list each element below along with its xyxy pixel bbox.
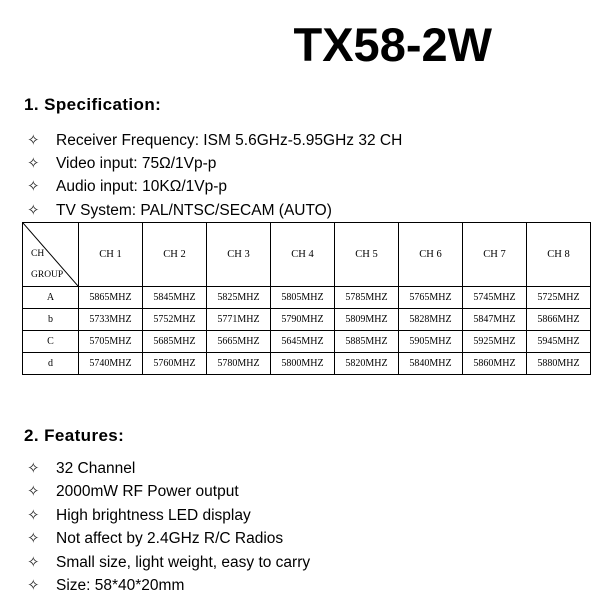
frequency-cell: 5820MHZ xyxy=(335,353,399,375)
frequency-cell: 5665MHZ xyxy=(207,331,271,353)
table-corner-cell xyxy=(23,223,79,287)
frequency-cell: 5805MHZ xyxy=(271,287,335,309)
four-pointed-star-icon: ✧ xyxy=(27,552,40,571)
frequency-cell: 5733MHZ xyxy=(79,309,143,331)
table-row xyxy=(23,287,591,309)
frequency-cell: 5765MHZ xyxy=(399,287,463,309)
frequency-cell: 5828MHZ xyxy=(399,309,463,331)
four-pointed-star-icon: ✧ xyxy=(27,200,40,219)
frequency-cell: 5845MHZ xyxy=(143,287,207,309)
features-heading: 2. Features: xyxy=(24,426,125,445)
four-pointed-star-icon: ✧ xyxy=(27,529,40,548)
table-row xyxy=(23,331,591,353)
frequency-cell: 5925MHZ xyxy=(463,331,527,353)
list-item xyxy=(27,457,310,480)
corner-label-ch: CH xyxy=(31,249,45,259)
product-title: TX58-2W xyxy=(293,18,492,71)
four-pointed-star-icon: ✧ xyxy=(27,131,40,149)
list-item xyxy=(27,551,310,574)
frequency-cell: 5880MHZ xyxy=(527,353,591,375)
column-header: CH 1 xyxy=(79,223,143,287)
frequency-cell: 5860MHZ xyxy=(463,353,527,375)
list-item xyxy=(27,199,402,222)
column-header: CH 3 xyxy=(207,223,271,287)
frequency-cell: 5685MHZ xyxy=(143,331,207,353)
frequency-cell: 5866MHZ xyxy=(527,309,591,331)
frequency-cell: 5865MHZ xyxy=(79,287,143,309)
specification-heading: 1. Specification: xyxy=(24,95,162,114)
four-pointed-star-icon: ✧ xyxy=(27,482,40,501)
column-header: CH 4 xyxy=(271,223,335,287)
frequency-cell: 5740MHZ xyxy=(79,353,143,375)
feature-item: 2000mW RF Power output xyxy=(56,483,239,501)
column-header: CH 5 xyxy=(335,223,399,287)
column-header: CH 8 xyxy=(527,223,591,287)
frequency-cell: 5825MHZ xyxy=(207,287,271,309)
group-label: C xyxy=(23,331,79,353)
frequency-cell: 5771MHZ xyxy=(207,309,271,331)
spec-item-audio-input: Audio input: 10KΩ/1Vp-p xyxy=(56,178,228,196)
four-pointed-star-icon: ✧ xyxy=(27,154,40,173)
spec-item-video-input: Video input: 75Ω/1Vp-p xyxy=(56,155,217,173)
list-item xyxy=(27,175,402,198)
group-label: A xyxy=(23,287,79,309)
frequency-cell: 5785MHZ xyxy=(335,287,399,309)
list-item xyxy=(27,129,402,152)
frequency-cell: 5705MHZ xyxy=(79,331,143,353)
frequency-cell: 5752MHZ xyxy=(143,309,207,331)
frequency-cell: 5800MHZ xyxy=(271,353,335,375)
table-header-row xyxy=(23,223,591,287)
four-pointed-star-icon: ✧ xyxy=(27,459,40,477)
feature-item: Size: 58*40*20mm xyxy=(56,576,185,594)
corner-label-group: GROUP xyxy=(31,270,64,280)
frequency-cell: 5725MHZ xyxy=(527,287,591,309)
four-pointed-star-icon: ✧ xyxy=(27,575,40,594)
frequency-cell: 5745MHZ xyxy=(463,287,527,309)
frequency-cell: 5945MHZ xyxy=(527,331,591,353)
group-label: d xyxy=(23,353,79,375)
column-header: CH 6 xyxy=(399,223,463,287)
frequency-cell: 5905MHZ xyxy=(399,331,463,353)
table-row xyxy=(23,309,591,331)
channel-frequency-table xyxy=(22,222,591,375)
group-label: b xyxy=(23,309,79,331)
list-item xyxy=(27,480,310,503)
feature-item: High brightness LED display xyxy=(56,506,251,524)
frequency-cell: 5840MHZ xyxy=(399,353,463,375)
frequency-cell: 5790MHZ xyxy=(271,309,335,331)
four-pointed-star-icon: ✧ xyxy=(27,177,40,196)
column-header: CH 7 xyxy=(463,223,527,287)
frequency-cell: 5809MHZ xyxy=(335,309,399,331)
list-item xyxy=(27,527,310,550)
frequency-cell: 5780MHZ xyxy=(207,353,271,375)
column-header: CH 2 xyxy=(143,223,207,287)
feature-item: Not affect by 2.4GHz R/C Radios xyxy=(56,530,284,548)
spec-item-receiver-frequency: Receiver Frequency: ISM 5.6GHz-5.95GHz 32 CH xyxy=(56,132,403,149)
four-pointed-star-icon: ✧ xyxy=(27,505,40,524)
frequency-cell: 5847MHZ xyxy=(463,309,527,331)
frequency-cell: 5760MHZ xyxy=(143,353,207,375)
list-item xyxy=(27,504,310,527)
frequency-cell: 5645MHZ xyxy=(271,331,335,353)
feature-item: Small size, light weight, easy to carry xyxy=(56,553,311,571)
spec-item-tv-system: TV System: PAL/NTSC/SECAM (AUTO) xyxy=(56,201,332,219)
table-row xyxy=(23,353,591,375)
frequency-cell: 5885MHZ xyxy=(335,331,399,353)
features-list xyxy=(27,457,310,597)
list-item xyxy=(27,574,310,597)
specification-list xyxy=(27,129,402,222)
feature-item: 32 Channel xyxy=(56,460,136,477)
list-item xyxy=(27,152,402,175)
